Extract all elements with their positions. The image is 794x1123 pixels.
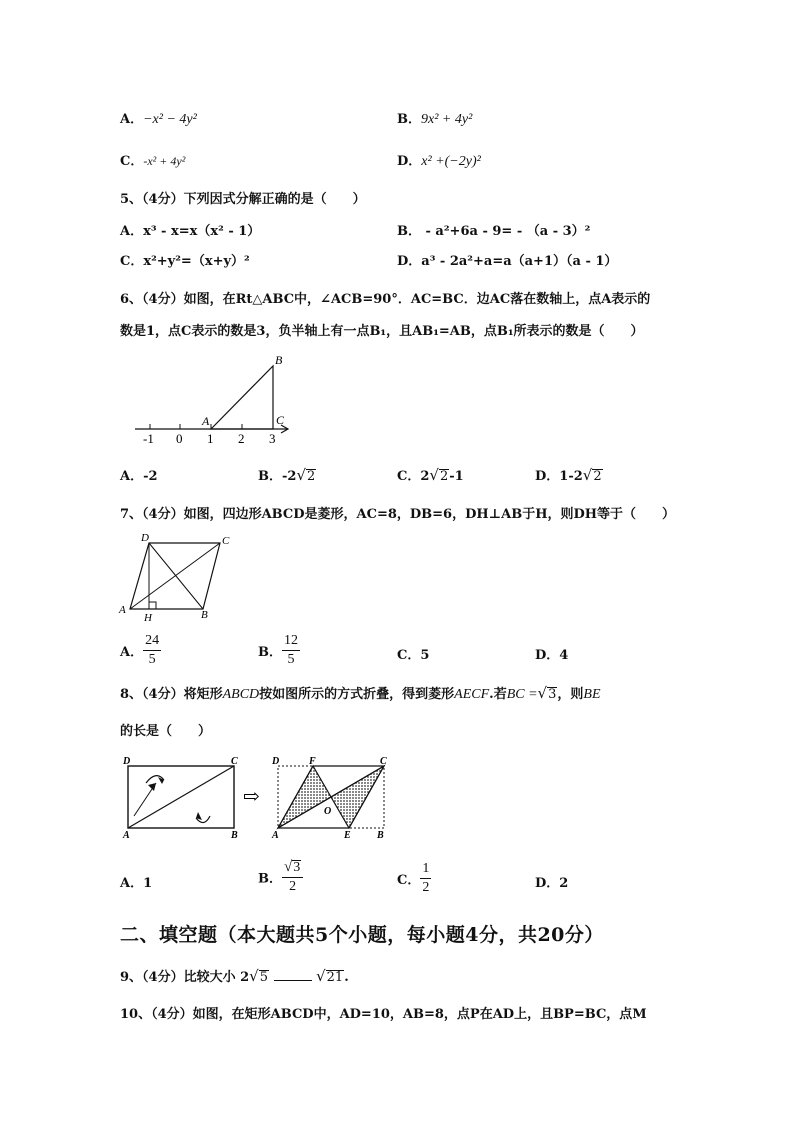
q4-c-text: -x² + 4y² [143,154,186,168]
tick-label-3: 3 [269,431,276,446]
label-a: A [119,604,126,616]
q6-stem-line2: 数是1，点C表示的数是3，负半轴上有一点B₁，且AB₁=AB，点B₁所表示的数是（ ） [120,324,644,339]
diagonal-ac [128,766,234,828]
q8-stem-math4: BE [583,687,601,702]
q8-fold-figure [118,752,418,844]
left-label-c: C [231,756,238,767]
transform-arrow: ⇨ [243,786,260,808]
diagonal-db [149,543,203,609]
right-label-b: B [377,830,384,841]
q9-stem-part1: 9、（4分）比较大小 2 [120,970,250,985]
q4-d-text: x² +(−2y)² [421,154,481,169]
q8-option-d: D．2 [535,876,569,891]
q6-number-line-figure [130,350,300,450]
q4-b-label: B． [397,112,421,127]
tick-label-minus1: -1 [143,431,154,446]
right-label-e: E [344,830,351,841]
q4-a-label: A． [120,112,144,127]
q4-option-b [397,108,472,128]
q7-a-denominator: 5 [148,652,156,667]
tick-label-0: 0 [176,431,183,446]
q8-option-c [397,860,431,897]
q7-b-denominator: 5 [287,652,295,667]
q6-option-a: A．-2 [120,469,158,484]
q6-b-prefix: B．-2 [258,469,297,484]
q8-b-fraction [282,858,303,896]
q8-stem-line2: 的长是（ ） [120,724,212,739]
q7-b-label: B． [258,645,282,660]
q8-stem-part3: .若 [489,687,507,702]
shaded-triangle-right [331,766,384,828]
label-h: H [144,612,152,624]
q8-stem-radicand: 3 [548,687,557,702]
label-b: B [201,609,208,621]
q8-c-denominator: 2 [422,880,430,895]
label-b: B [275,353,283,367]
left-label-d: D [123,756,131,767]
q7-option-d: D．4 [535,648,569,663]
q6-c-prefix: C．2 [397,469,430,484]
diagonal-ac-right [278,766,384,828]
label-d: D [141,532,149,544]
q5-stem: 5、（4分）下列因式分解正确的是（ ） [120,192,366,207]
q6-option-b: B．-2√2 [258,466,316,484]
diagonal-ac [130,543,220,609]
q4-option-d [397,150,481,170]
q8-stem-math2: AECF [454,687,490,702]
q8-c-numerator: 1 [420,860,431,879]
tick-label-1: 1 [207,431,214,446]
q4-option-a [120,108,197,128]
q8-c-fraction [420,860,431,897]
right-label-o: O [324,806,332,817]
label-c: C [222,535,230,547]
q8-stem-part2: 按如图所示的方式折叠，得到菱形 [259,687,455,702]
q7-option-c: C．5 [397,648,430,663]
q8-option-b [258,858,303,896]
q10-stem: 10、（4分）如图，在矩形ABCD中，AD=10，AB=8，点P在AD上，且BP=BC，点M [120,1007,647,1022]
right-label-c: C [380,756,387,767]
q8-c-label: C． [397,873,421,888]
right-label-d: D [272,756,280,767]
q6-option-c: C．2√2-1 [397,466,464,484]
right-label-a: A [272,830,279,841]
q8-option-a: A．1 [120,876,153,891]
q4-c-label: C． [120,154,144,169]
label-c: C [276,413,285,427]
left-label-b: B [231,830,238,841]
q9-radicand-2: 21 [326,970,344,985]
q7-stem: 7、（4分）如图，四边形ABCD是菱形，AC=8，DB=6，DH⊥AB于H，则DH等于（ ） [120,507,676,522]
q6-b-radicand: 2 [307,469,316,484]
q5-option-c: C．x²+y²=（x+y）² [120,254,250,269]
shaded-triangle-left [278,766,331,828]
q6-d-radicand: 2 [593,469,602,484]
q8-b-numerator-radicand: 3 [293,860,301,875]
q7-a-label: A． [120,645,144,660]
q9-radicand-1: 5 [259,970,269,985]
q6-stem-line1: 6、（4分）如图，在Rt△ABC中，∠ACB=90°．AC=BC．边AC落在数轴上，点A表示的 [120,292,651,307]
left-label-a: A [123,830,130,841]
q8-stem-line1: 8、（4分）将矩形ABCD按如图所示的方式折叠，得到菱形AECF.若BC =√3，则BE [120,684,601,702]
q7-option-a [120,632,161,669]
q5-option-d: D．a³ - 2a²+a=a（a+1）（a - 1） [397,254,618,269]
label-a: A [202,414,210,428]
triangle-abc [211,366,273,429]
right-angle-mark [149,602,156,609]
q7-rhombus-figure [115,530,245,625]
q7-b-numerator: 12 [282,632,300,651]
q4-d-label: D． [397,154,422,169]
q9-end: . [344,970,349,985]
section-title-fill-in: 二、填空题（本大题共5个小题，每小题4分，共20分） [120,924,604,946]
q9-answer-blank[interactable] [274,968,312,981]
q6-d-prefix: D．1-2 [535,469,583,484]
q7-b-fraction [282,632,300,669]
right-label-f: F [309,756,316,767]
q8-stem-math3: BC = [506,687,538,702]
tick-label-2: 2 [238,431,245,446]
q4-a-text: −x² − 4y² [143,112,197,127]
q4-b-text: 9x² + 4y² [421,112,473,127]
q8-b-numerator: √3 [282,858,303,878]
q9-stem: 9、（4分）比较大小 2√5 √21. [120,967,349,985]
q4-option-c [120,150,185,169]
q6-c-suffix: -1 [449,469,464,484]
q7-a-numerator: 24 [143,632,161,651]
q8-b-label: B． [258,871,282,887]
q7-a-fraction [143,632,161,669]
q5-option-a: A．x³ - x=x（x² - 1） [120,224,261,239]
q7-option-b [258,632,300,669]
curl-arrowhead-top [158,777,164,784]
q8-stem-part1: 8、（4分）将矩形 [120,687,223,702]
q6-c-radicand: 2 [439,469,449,484]
q6-option-d: D．1-2√2 [535,466,602,484]
q8-stem-math1: ABCD [222,687,260,702]
q8-b-denominator: 2 [289,879,297,894]
q8-stem-part4: ，则 [557,687,584,702]
q5-option-b: B． - a²+6a - 9= - （a - 3）² [397,224,591,239]
